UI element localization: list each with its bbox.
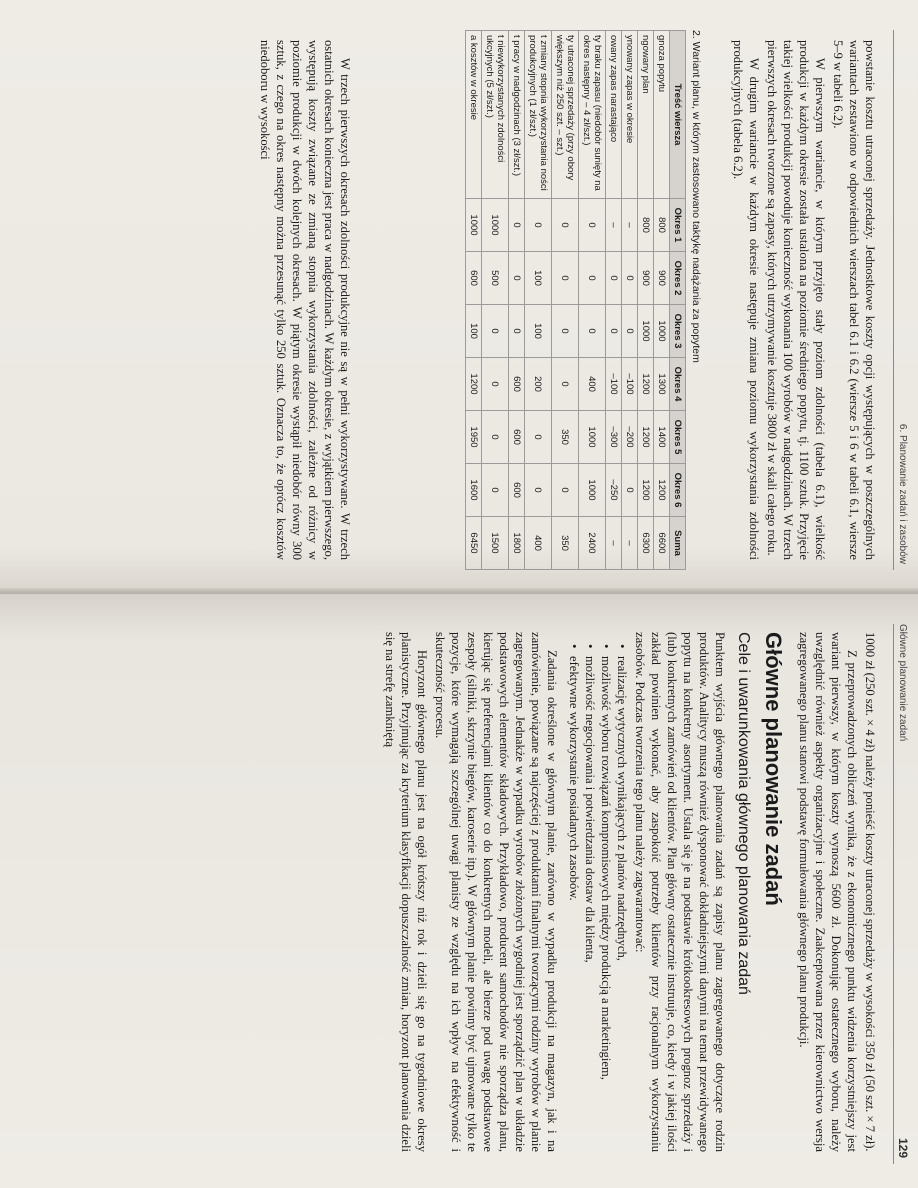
table-cell: 1400	[654, 411, 670, 464]
table-cell: 1300	[654, 358, 670, 411]
bullet-list	[566, 644, 630, 1152]
table-cell: 1200	[654, 464, 670, 517]
table-cell: 6450	[466, 517, 482, 570]
table-cell: 400	[579, 358, 606, 411]
table-cell: 0	[622, 252, 638, 305]
table-header-cell: Okres 6	[670, 464, 686, 517]
table-cell: –	[622, 199, 638, 252]
table-cell: 350	[552, 411, 579, 464]
right-paragraph-1: 1000 zł (250 szt. × 4 zł) należy ponieść koszty utraconej sprzedaży w wysokości 350 zł (50 szt. × 7 zł).	[863, 632, 877, 1152]
table-header-cell: Suma	[670, 517, 686, 570]
list-item: • efektywne wykorzystanie posiadanych zasobów.	[566, 644, 582, 1152]
table-row-label: ynowany zapas w okresie	[622, 31, 638, 199]
right-header-rule	[893, 624, 894, 1164]
table-header-cell: Okres 3	[670, 305, 686, 358]
list-item: • realizację wytycznych wynikających z planów nadrzędnych,	[614, 644, 630, 1152]
table-cell: –	[622, 517, 638, 570]
table-cell: 600	[509, 464, 525, 517]
table-header-row	[670, 31, 686, 570]
table-cell: 0	[606, 252, 622, 305]
table-cell: 100	[525, 305, 552, 358]
table-cell: 6600	[654, 517, 670, 570]
table-cell: 600	[509, 358, 525, 411]
table-cell: 1000	[482, 199, 509, 252]
table-row	[482, 31, 509, 570]
table-cell: 0	[579, 199, 606, 252]
table-cell: 500	[482, 252, 509, 305]
table-row	[654, 31, 670, 570]
table-cell: –100	[606, 358, 622, 411]
table-cell: 6300	[638, 517, 654, 570]
section-heading: Główne planowanie zadań	[761, 632, 786, 906]
left-paragraph-1: powstanie kosztu utraconej sprzedaży. Jednostkowe koszty opcji występujących w poszczególnych wariantach zestawiono w odpowiednich wierszach tabel 6.1 i 6.2 (wiersze 5 i 6 w tabeli 6.1, wiersze 5–9 w tabeli 6.2).	[831, 40, 877, 560]
table-cell: 0	[509, 199, 525, 252]
table-cell: 1600	[466, 464, 482, 517]
table-cell: 900	[654, 252, 670, 305]
table-row	[622, 31, 638, 570]
table-row-label: t pracy w nadgodzinach (3 zł/szt.)	[509, 31, 525, 199]
table-cell: 1000	[654, 305, 670, 358]
left-paragraph-4: W trzech pierwszych okresach zdolności produkcyjne nie są w pełni wykorzystywane. W trzech ostatnich okresach konieczna jest praca w nadgodzinach. W każdym okresie, z wyjątkiem pierwszego, występują koszty związane ze zmianą stopnia wykorzystania zdolności, zależne od różnicy w poziomie produkcji w dwóch kolejnych okresach. W piątym okresie wystąpił niedobór równy 300 sztuk, z czego na okres następny można przesunąć tylko 250 sztuk. Oznacza to, że oprócz kosztów niedoboru w wysokości	[258, 40, 352, 560]
table-header-cell: Okres 5	[670, 411, 686, 464]
table-cell: 1200	[466, 358, 482, 411]
table-row-label: gnoza popytu	[654, 31, 670, 199]
left-text-top	[728, 40, 878, 560]
table-row	[638, 31, 654, 570]
table-cell: –300	[606, 411, 622, 464]
table-cell: 0	[525, 464, 552, 517]
table-cell: –	[606, 199, 622, 252]
table-cell: 900	[638, 252, 654, 305]
table-header-cell: Okres 2	[670, 252, 686, 305]
table-cell: 1800	[509, 517, 525, 570]
table-cell: 0	[579, 305, 606, 358]
table-caption: 2. Wariant planu, w którym zastosowano taktykę nadążania za popytem	[690, 30, 702, 363]
left-paragraph-2: W pierwszym wariancie, w którym przyjęto stały poziom zdolności (tabela 6.1), wielkość produkcji w każdym okresie została ustalona na poziomie średniego popytu, tj. 1100 sztuk. Przyjęcie takiej wielkości produkcji powoduje konieczność wykonania 100 wyrobów w nadgodzinach. W trzech pierwszych okresach tworzone są zapasy, których utrzymywanie kosztuje 3800 zł w skali całego roku.	[765, 40, 827, 560]
table-row	[466, 31, 482, 570]
table-header-cell: Okres 4	[670, 358, 686, 411]
table-cell: 100	[525, 252, 552, 305]
table-row-label: owany zapas narastająco	[606, 31, 622, 199]
table-cell: –100	[622, 358, 638, 411]
table-row-label: ty utraconej sprzedaży (przy obory większym niż 250 szt. – szt.)	[552, 31, 579, 199]
table-cell: 1200	[638, 464, 654, 517]
table-cell: 400	[525, 517, 552, 570]
list-item: • możliwość negocjowania i potwierdzania dostaw dla klienta,	[582, 644, 598, 1152]
left-text-bottom	[255, 40, 353, 560]
right-paragraph-4: Zadania określone w głównym planie, zarówno w wypadku produkcji na magazyn, jak i na zamówienie, powiązane są najczęściej z produktami finalnymi tworzącymi rodziny wyrobów w planie zagregowanym. Jednakże w wypadku wyrobów złożonych wygodniej jest sporządzić plan w układzie podstawowych elementów składowych. Przykładowo, producent samochodów nie sporządza planu, kierując się preferencjami klientów co do konkretnych modeli, ale bierze pod uwagę podstawowe zespoły (silniki, skrzynie biegów, karoserie itp.). W głównym planie powinny być ujmowane tylko te pozycje, które wymagają szczególnej uwagi planisty ze względu na ich wpływ na efektywność i skuteczność procesu.	[433, 632, 559, 1152]
table-cell: 0	[552, 305, 579, 358]
table-cell: 1500	[482, 517, 509, 570]
table-cell: 1950	[466, 411, 482, 464]
table-cell: 2400	[579, 517, 606, 570]
table-cell: 0	[482, 411, 509, 464]
table-cell: 100	[466, 305, 482, 358]
table-cell: 800	[654, 199, 670, 252]
left-header-rule	[893, 30, 894, 570]
table-cell: 1000	[466, 199, 482, 252]
table-cell: 0	[552, 252, 579, 305]
table-row	[509, 31, 525, 570]
table-header-cell: Treść wiersza	[670, 31, 686, 199]
table-cell: 1200	[638, 411, 654, 464]
table-cell: 0	[509, 305, 525, 358]
table-cell: 0	[552, 199, 579, 252]
table-header-cell: Okres 1	[670, 199, 686, 252]
table-cell: 0	[482, 305, 509, 358]
table-cell: 0	[525, 411, 552, 464]
right-paragraph-2: Z przeprowadzonych obliczeń wynika, że z ekonomicznego punktu widzenia korzystniejszy jest wariant pierwszy, w którym koszty wynoszą 5600 zł. Dokonując ostatecznego wyboru, należy uwzględnić również aspekty organizacyjne i społeczne. Zaakceptowana przez kierownictwo wersja zagregowanego planu stanowi podstawę formułowania głównego planu produkcji.	[797, 632, 859, 1152]
right-paragraph-3: Punktem wyjścia głównego planowania zadań są zapisy planu zagregowanego dotyczące rodzin produktów. Analitycy muszą również dysponować dokładniejszymi danymi na temat przewidywanego popytu na konkretny asortyment. Ustala się je na podstawie krótkookresowych prognoz sprzedaży i (lub) konkretnych zamówień od klientów. Plan główny ostatecznie instruuje, co, kiedy i w jakiej ilości zakład powinien wykonać, aby zaspokoić potrzeby klientów przy racjonalnym wykorzystaniu zasobów. Podczas tworzenia tego planu należy zagwarantować:	[633, 632, 727, 1152]
table-cell: 1000	[579, 464, 606, 517]
table-cell: 1200	[638, 358, 654, 411]
table-block	[465, 30, 708, 570]
table-cell: 0	[622, 305, 638, 358]
table-row	[525, 31, 552, 570]
table-body	[466, 31, 670, 570]
table-cell: 0	[525, 199, 552, 252]
table-cell: 600	[509, 411, 525, 464]
table-cell: 0	[606, 305, 622, 358]
plan-table	[465, 30, 686, 570]
table-row	[552, 31, 579, 570]
table-cell: 0	[482, 358, 509, 411]
table-row-label: ty braku zapasu (niedobór sunięty na okres następny – 4 zł/szt.)	[579, 31, 606, 199]
table-row-label: ngowany plan	[638, 31, 654, 199]
table-cell: 0	[552, 464, 579, 517]
table-cell: 1000	[579, 411, 606, 464]
table-row	[579, 31, 606, 570]
subsection-heading: Cele i uwarunkowania głównego planowania zadań	[735, 632, 752, 995]
table-row	[606, 31, 622, 570]
table-cell: –200	[622, 411, 638, 464]
table-row-label: t zmiany stopnia wykorzystania ności produkcyjnych (1 zł/szt.)	[525, 31, 552, 199]
table-cell: 0	[622, 464, 638, 517]
table-cell: –	[606, 517, 622, 570]
table-cell: 0	[552, 358, 579, 411]
right-text	[380, 632, 878, 1152]
table-cell: –250	[606, 464, 622, 517]
table-cell: 800	[638, 199, 654, 252]
table-row-label: t niewykorzystanych zdolności ukcyjnych (5 zł/szt.)	[482, 31, 509, 199]
list-item: • możliwość wyboru rozwiązań kompromisowych między produkcją a marketingiem,	[598, 644, 614, 1152]
left-paragraph-3: W drugim wariancie w każdym okresie następuje zmiana poziomu wykorzystania zdolności produkcyjnych (tabela 6.2).	[731, 40, 761, 560]
table-cell: 0	[482, 464, 509, 517]
right-page	[0, 594, 918, 1188]
table-cell: 0	[579, 252, 606, 305]
table-cell: 0	[509, 252, 525, 305]
table-cell: 350	[552, 517, 579, 570]
left-running-head: 6. Planowanie zadań i zasobów	[897, 423, 908, 564]
right-running-head: Główne planowanie zadań	[897, 624, 908, 742]
table-cell: 1000	[638, 305, 654, 358]
table-cell: 200	[525, 358, 552, 411]
right-paragraph-5: Horyzont głównego planu jest na ogół krótszy niż rok i dzieli się go na tygodniowe okresy planistyczne. Przyjmując za kryterium klasyfikacji dopuszczalność zmian, horyzont planowania dzieli się na strefę zamkniętą	[383, 632, 429, 1152]
table-cell: 600	[466, 252, 482, 305]
table-row-label: a kosztów w okresie	[466, 31, 482, 199]
page-number: 129	[896, 1137, 910, 1158]
